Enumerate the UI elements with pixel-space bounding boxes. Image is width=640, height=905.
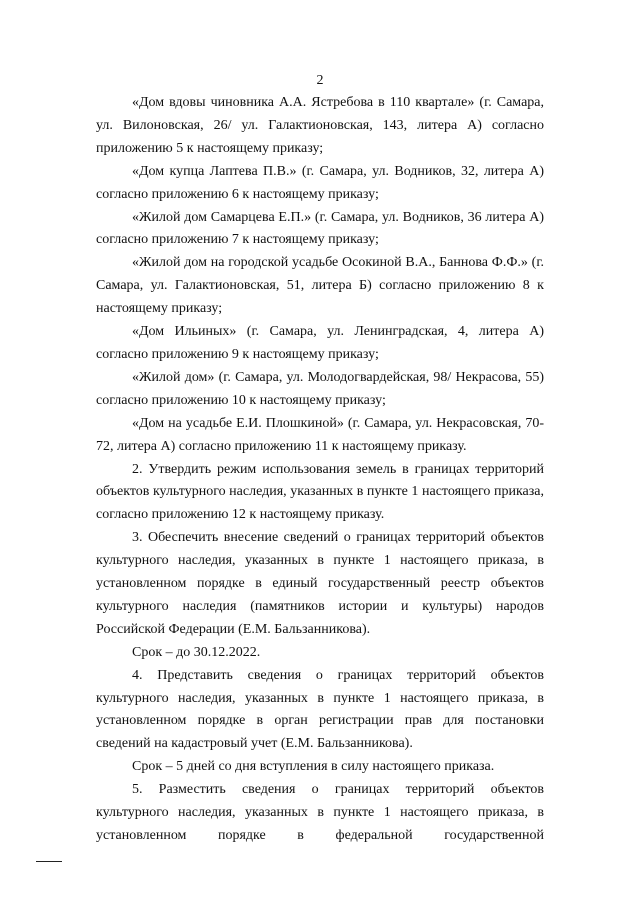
paragraph-item-6-reference: «Дом купца Лаптева П.В.» (г. Самара, ул. Водников, 32, литера А) согласно приложению 6 к настоящему приказу;	[96, 163, 544, 202]
paragraph-item-8-reference: «Жилой дом на городской усадьбе Осокиной В.А., Баннова Ф.Ф.» (г. Самара, ул. Галактионовская, 51, литера Б) согласно приложению 8 к настоящему приказу;	[96, 255, 544, 317]
paragraph-clause-4: 4. Представить сведения о границах территорий объектов культурного наследия, указанных в пункте 1 настоящего приказа, в установленном порядке в орган регистрации прав для постановки сведений на кадастровый учет (Е.М. Бальзанникова).	[96, 667, 544, 752]
paragraph-item-7-reference: «Жилой дом Самарцева Е.П.» (г. Самара, ул. Водников, 36 литера А) согласно приложению 7 к настоящему приказу;	[96, 209, 544, 248]
paragraph-clause-3: 3. Обеспечить внесение сведений о границах территорий объектов культурного наследия, указанных в пункте 1 настоящего приказа, в установленном порядке в единый государственный реестр объектов культурного наследия (памятников истории и культуры) народов Российской Федерации (Е.М. Бальзанникова).	[96, 530, 544, 637]
paragraph-deadline-4: Срок – 5 дней со дня вступления в силу настоящего приказа.	[132, 759, 495, 775]
page-number: 2	[316, 73, 324, 88]
paragraph-item-9-reference: «Дом Ильиных» (г. Самара, ул. Ленинградская, 4, литера А) согласно приложению 9 к настоящему приказу;	[96, 324, 544, 362]
paragraph-deadline-3: Срок – до 30.12.2022.	[132, 644, 261, 660]
document-body	[96, 92, 544, 848]
paragraph-item-5-reference: «Дом вдовы чиновника А.А. Ястребова в 110 квартале» (г. Самара, ул. Вилоновская, 26/ ул. Галактионовская, 143, литера А) согласно приложению 5 к настоящему приказу;	[96, 95, 544, 156]
paragraph-clause-5: 5. Разместить сведения о границах территорий объектов культурного наследия, указанных в пункте 1 настоящего приказа, в установленном порядке в федеральной государственной	[96, 782, 544, 843]
paragraph-clause-2: 2. Утвердить режим использования земель в границах территорий объектов культурного наследия, указанных в пункте 1 настоящего приказа, согласно приложению 12 к настоящему приказу.	[96, 461, 544, 523]
paragraph-item-11-reference: «Дом на усадьбе Е.И. Плошкиной» (г. Самара, ул. Некрасовская, 70-72, литера А) согласно приложению 11 к настоящему приказу.	[96, 415, 544, 454]
footer-divider	[36, 861, 62, 862]
paragraph-item-10-reference: «Жилой дом» (г. Самара, ул. Молодогвардейская, 98/ Некрасова, 55) согласно приложению 10 к настоящему приказу;	[96, 369, 544, 408]
